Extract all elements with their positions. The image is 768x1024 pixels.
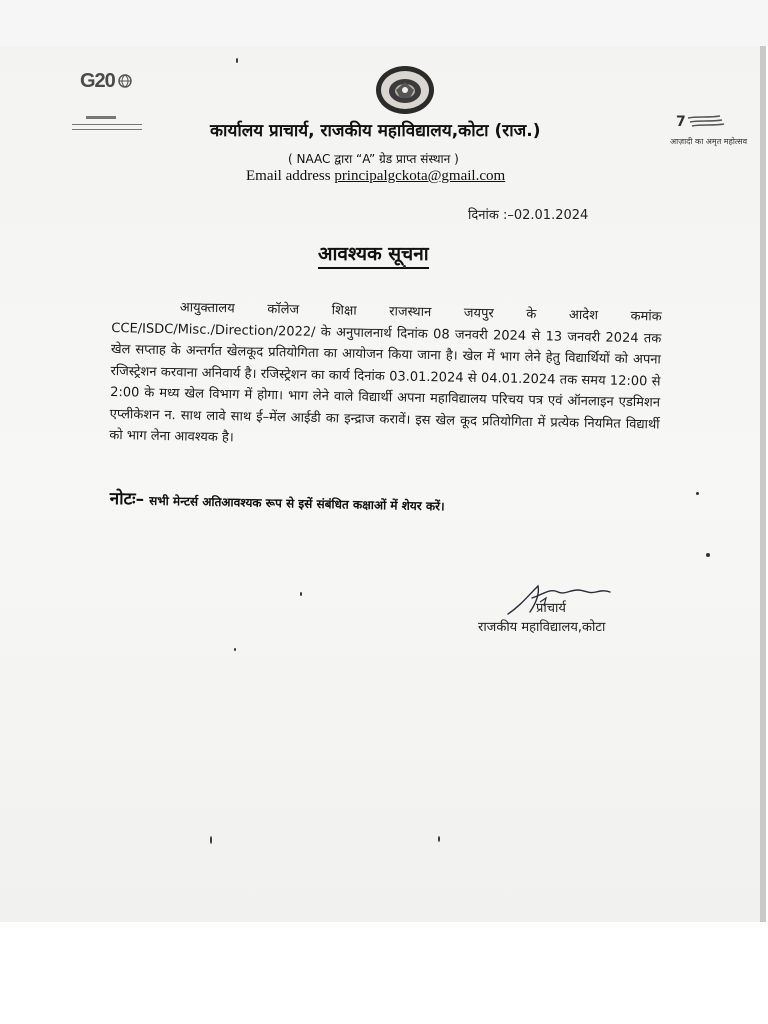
g20-logo-text: G20	[80, 70, 115, 92]
g20-caption-line	[72, 124, 142, 130]
scan-speck	[696, 492, 699, 495]
azadi-logo-text: आज़ादी का अमृत महोत्सव	[670, 137, 748, 146]
email-label: Email address	[246, 168, 331, 184]
signature-college: राजकीय महाविद्यालय,कोटा	[478, 620, 606, 635]
g20-caption-mark	[86, 116, 116, 119]
globe-icon	[118, 74, 132, 88]
naac-grade-line: ( NAAC द्वारा “A” ग्रेड प्राप्त संस्थान )	[288, 152, 459, 166]
g20-logo	[80, 70, 115, 93]
notice-heading: आवश्यक सूचना	[318, 240, 429, 269]
scan-speck	[210, 836, 212, 844]
email-line	[246, 168, 505, 185]
office-title: कार्यालय प्राचार्य, राजकीय महाविद्यालय,कोटा (राज.)	[210, 121, 541, 141]
scan-speck	[234, 648, 236, 651]
scan-speck	[236, 58, 238, 63]
background-top	[0, 0, 768, 46]
scan-speck	[403, 265, 406, 268]
college-seal-icon	[374, 64, 436, 116]
svg-text:7: 7	[676, 114, 686, 130]
date-label: दिनांक :–	[468, 208, 514, 223]
background-bottom	[0, 922, 768, 1024]
note-text: सभी मेन्टर्स अतिआवश्यक रूप से इसें संबंधित कक्षाओं में शेयर करें।	[149, 493, 445, 514]
scan-speck	[300, 592, 302, 596]
note-label: नोटः–	[109, 488, 145, 510]
email-value[interactable]: principalgckota@gmail.com	[334, 168, 506, 184]
scan-speck	[706, 553, 710, 557]
paper-edge	[760, 46, 766, 922]
scan-speck	[438, 836, 440, 842]
date-line	[468, 205, 588, 223]
signature-title: प्राचार्य	[536, 601, 566, 616]
notice-body: आयुक्तालय कॉलेज शिक्षा राजस्थान जयपुर के आदेश कमांक CCE/ISDC/Misc./Direction/2022/ के अनुपालनार्थ दिनांक 08 जनवरी 2024 से 13 जनवरी 2024 तक खेल सप्ताह के अन्तर्गत खेलकूद प्रतियोगिता का आयोजन किया जाना है। खेल में भाग लेने हेतु विद्यार्थियों को अपना रजिस्ट्रेशन करवाना अनिवार्य है। रजिस्ट्रेशन का कार्य दिनांक 03.01.2024 से 04.01.2024 तक समय 12:00 से 2:00 के मध्य खेल विभाग में होगा। भाग लेने वाले विद्यार्थी अपना महाविद्यालय परिचय पत्र एवं ऑनलाइन एडमिशन एप्लीकेशन न. साथ लावे साथ ई–मेंल आईडी का इन्द्राज करावें। इस खेल कूद प्रतियोगिता में प्रत्येक नियमित विद्यार्थी को भाग लेना आवश्यक है।	[109, 300, 662, 446]
date-value: 02.01.2024	[513, 208, 589, 223]
